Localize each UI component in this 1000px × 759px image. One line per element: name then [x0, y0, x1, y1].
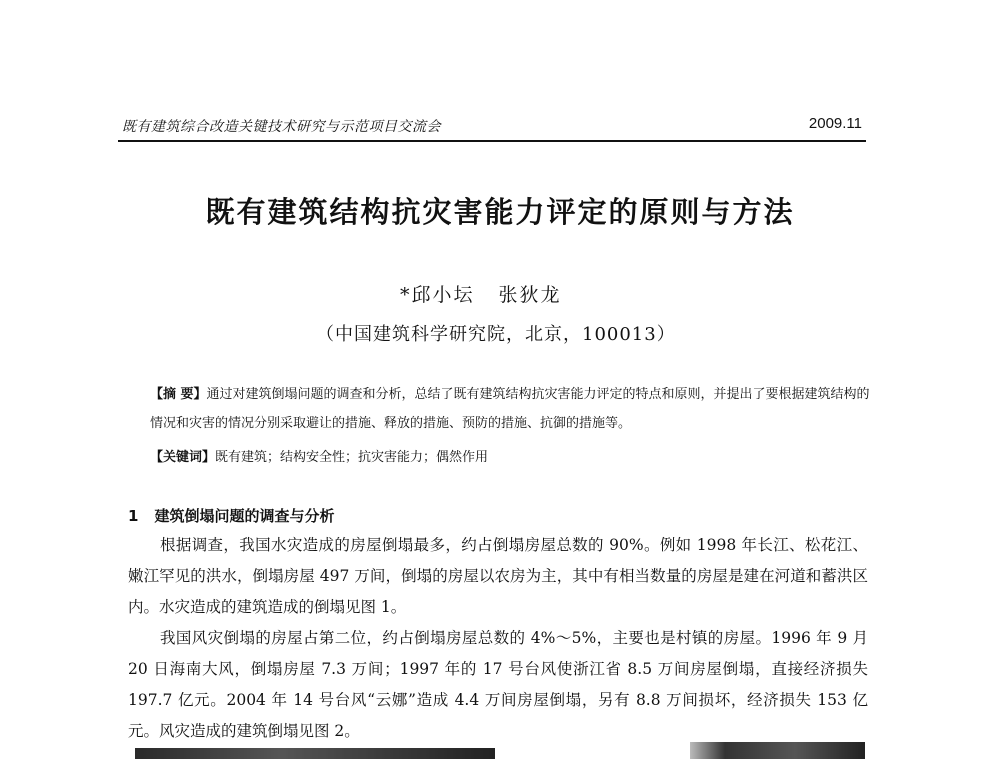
paragraph: 根据调查，我国水灾造成的房屋倒塌最多，约占倒塌房屋总数的 90%。例如 1998 年长江、松花江、嫩江罕见的洪水，倒塌房屋 497 万间，倒塌的房屋以农房为主，其中有相当数量的房屋是建在河道和蓄洪区内。水灾造成的建筑造成的倒塌见图 1。: [128, 536, 868, 616]
abstract-text: 通过对建筑倒塌问题的调查和分析，总结了既有建筑结构抗灾害能力评定的特点和原则，并提出了要根据建筑结构的情况和灾害的情况分别采取避让的措施、释放的措施、预防的措施、抗御的措施等。: [150, 387, 870, 431]
body-text: [128, 530, 868, 747]
keywords-label: 【关键词】: [150, 450, 216, 465]
keywords: [150, 446, 870, 465]
conference-name: 既有建筑综合改造关键技术研究与示范项目交流会: [122, 119, 441, 135]
affiliation: （中国建筑科学研究院，北京，100013）: [316, 324, 676, 345]
running-header: [118, 112, 866, 142]
issue-date: 2009.11: [808, 115, 862, 132]
keywords-text: 既有建筑；结构安全性；抗灾害能力；偶然作用: [215, 450, 489, 465]
section-number: 1: [128, 507, 139, 525]
abstract-label: 【摘 要】: [150, 387, 207, 402]
abstract: [150, 380, 870, 438]
header-rule: [118, 140, 866, 142]
author-name: 张狄龙: [498, 284, 562, 306]
author-list: [400, 280, 562, 307]
paragraph: 我国风灾倒塌的房屋占第二位，约占倒塌房屋总数的 4%～5%，主要也是村镇的房屋。1996 年 9 月 20 日海南大风，倒塌房屋 7.3 万间；1997 年的 17 号台风使浙江省 8.5 万间房屋倒塌，直接经济损失 197.7 亿元。2004 年 14 号台风“云娜”造成 4.4 万间房屋倒塌，另有 8.8 万间损坏，经济损失 153 亿元。风灾造成的建筑倒塌见图 2。: [128, 629, 868, 740]
section-heading: [128, 505, 334, 526]
author-name: *邱小坛: [400, 284, 475, 306]
figure-photo-left: [135, 748, 495, 759]
paper-title: 既有建筑结构抗灾害能力评定的原则与方法: [205, 195, 795, 229]
figure-photo-right: [690, 742, 865, 759]
section-title: 建筑倒塌问题的调查与分析: [154, 507, 335, 525]
